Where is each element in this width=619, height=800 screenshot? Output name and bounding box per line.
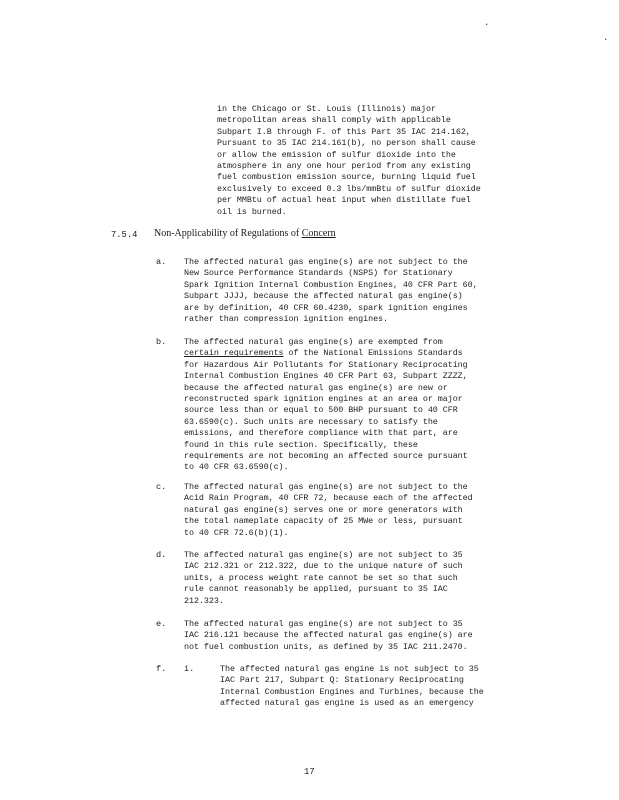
section-number: 7.5.4 [111,230,138,240]
section-heading [154,228,414,240]
scan-mark: . [603,33,609,43]
item-d-label: d. [156,550,167,560]
section-title-underlined: Concern [301,228,336,239]
item-f-sublabel: i. [184,664,195,674]
item-a-label: a. [156,257,167,267]
item-b-text-underlined: certain requirements [184,348,284,359]
item-e-label: e. [156,619,167,629]
scan-mark: . [484,18,490,28]
item-d-text: The affected natural gas engine(s) are not subject to 35 IAC 212.321 or 212.322, due to the unique nature of such units, a process weight rate cannot be set so that such rule cannot reasonably be applied, pursuant to 35 IAC 212.323. [184,550,463,606]
item-c-text: The affected natural gas engine(s) are not subject to the Acid Rain Program, 40 CFR 72, because each of the affected natural gas engine(s) serves one or more generators with the total nameplate capacity of 25 MWe or less, pursuant to 40 CFR 72.6(b)(1). [184,482,473,538]
item-f-label: f. [156,664,167,674]
item-b-label: b. [156,337,167,347]
item-f-text: The affected natural gas engine is not subject to 35 IAC Part 217, Subpart Q: Stationary Reciprocating Internal Combustion Engines and Turbines, because the affected natural gas engine is used as an emergency [220,664,484,709]
page-number: 17 [304,767,315,777]
item-b-text-rest: of the National Emissions Standards for Hazardous Air Pollutants for Stationary Reciprocating Internal Combustion Engines 40 CFR Part 63, Subpart ZZZZ, because the affected natural gas engine(s) are new or reconstructed spark ignition engines at an area or major source less than or equal to 500 BHP pursuant to 40 CFR 63.6590(c). Such units are necessary to satisfy the emissions, and therefore compliance with that part, are found in this rule section. Specifically, these requirements are not becoming an affected source pursuant to 40 CFR 63.6590(c). [184,348,468,473]
item-c-label: c. [156,482,167,492]
item-e-text: The affected natural gas engine(s) are not subject to 35 IAC 216.121 because the affected natural gas engine(s) are not fuel combustion units, as defined by 35 IAC 211.2470. [184,619,473,652]
item-a-text: The affected natural gas engine(s) are not subject to the New Source Performance Standards (NSPS) for Stationary Spark Ignition Internal Combustion Engines, 40 CFR Part 60, Subpart JJJJ, because the affected natural gas engine(s) are by definition, 40 CFR 60.4230, spark ignition engines rather than compression ignition engines. [184,257,478,325]
item-b-text [184,337,558,474]
intro-paragraph: in the Chicago or St. Louis (Illinois) major metropolitan areas shall comply with applicable Subpart I.B through F. of this Part 35 IAC 214.162, Pursuant to 35 IAC 214.161(b), no person shall cause or allow the emission of sulfur dioxide into the atmosphere in any one hour period from any existing fuel combustion emission source, burning liquid fuel exclusively to exceed 0.3 lbs/mmBtu of sulfur dioxide per MMBtu of actual heat input when distillate fuel oil is burned. [217,104,481,217]
item-b-text-prefix: The affected natural gas engine(s) are exempted from [184,337,443,347]
section-title-text: Non-Applicability of Regulations of [154,228,302,239]
